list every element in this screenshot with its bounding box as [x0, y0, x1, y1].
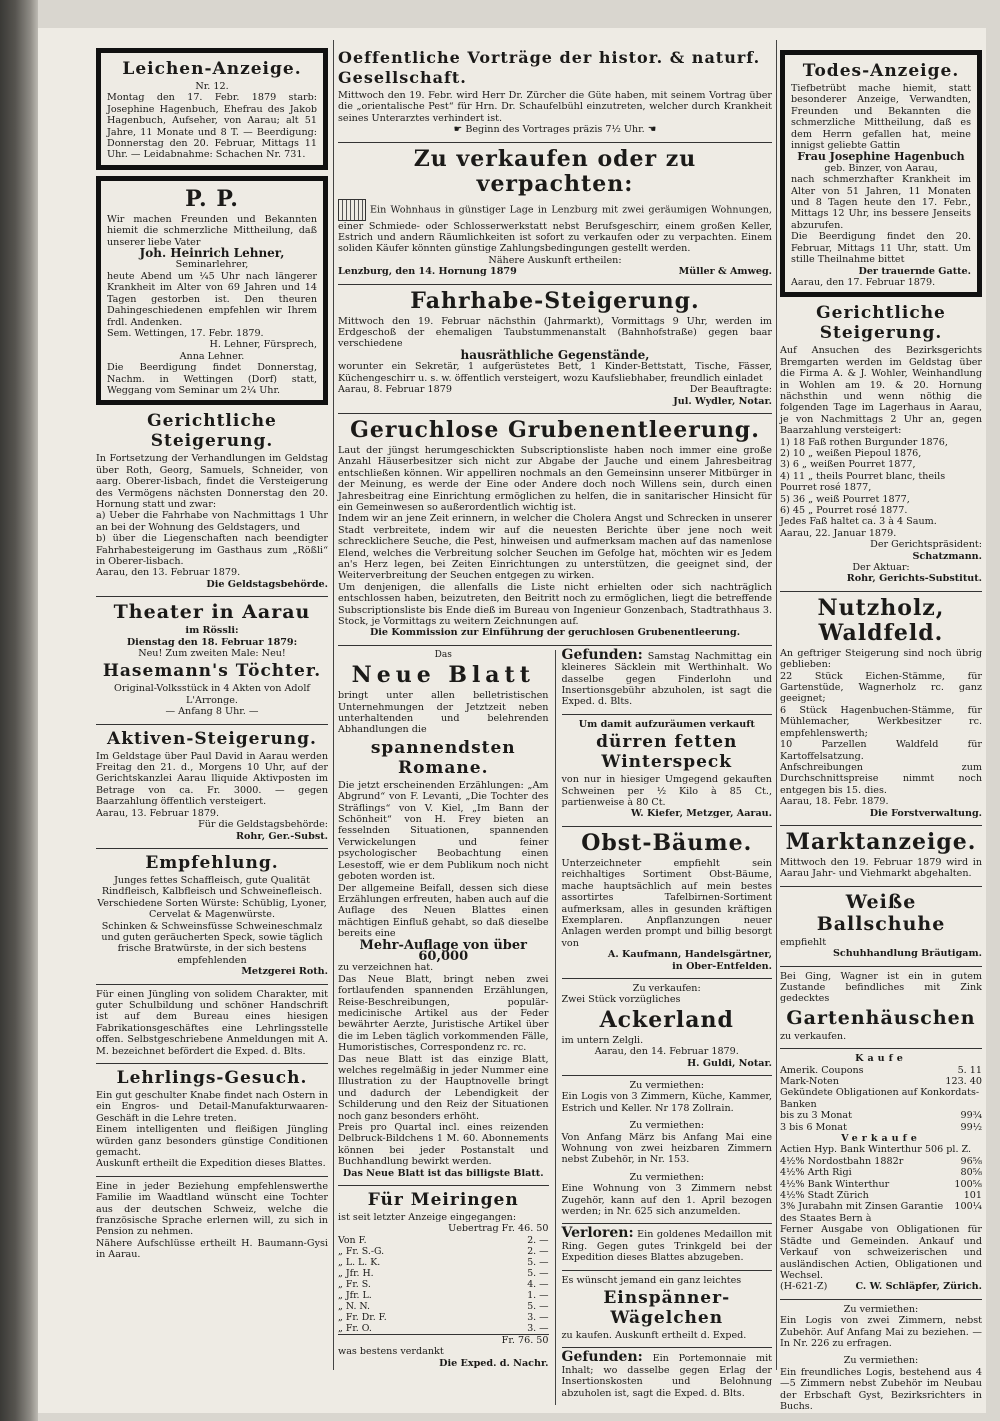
- divider: [780, 1299, 982, 1300]
- rate-value: 99¾: [960, 1110, 982, 1122]
- ad-text: Die Beerdigung findet den 20. Februar, Mittags 11 Uhr, statt. Um stille Theilnahme bittet: [791, 231, 971, 266]
- ad-aktiven-steigerung: [96, 729, 328, 842]
- ad-info: Nähere Auskunft ertheilen:: [488, 254, 622, 266]
- ad-slogan: Das Neue Blatt ist das billigste Blatt.: [342, 1167, 544, 1179]
- table-row: [338, 1246, 549, 1257]
- ad-text: Jedes Faß haltet ca. 3 à 4 Saum.: [780, 516, 937, 528]
- ad-sign: C. W. Schläpfer, Zürich.: [855, 1281, 982, 1293]
- rate-name: 4½% Nordostbahn 1882r: [780, 1155, 904, 1167]
- ad-empfehlung: [96, 853, 328, 978]
- ad-text: Einem intelligenten und fleißigen Jüngling würden ganz besonders günstige Conditionen gemacht.: [96, 1124, 328, 1159]
- donor: „ Fr. Dr. F.: [338, 1311, 387, 1323]
- ad-fahrhabe-steigerung: [338, 289, 772, 407]
- list-item: 3) 6 „ weißen Pourret 1877,: [780, 459, 916, 471]
- uebertrag-label: Uebertrag Fr.: [448, 1223, 515, 1235]
- ad-sign: Anna Lehner.: [179, 350, 245, 362]
- ad-head: Zu vermiethen:: [629, 1079, 705, 1091]
- ad-intro: Um damit aufzuräumen verkauft: [578, 718, 755, 730]
- ad-line: Dienstag den 18. Februar 1879:: [126, 636, 298, 648]
- divider: [780, 886, 982, 887]
- ad-text: An geftriger Steigerung sind noch übrig geblieben:: [780, 647, 982, 671]
- table-row: [780, 1167, 982, 1178]
- column-left: [96, 48, 328, 1267]
- ad-sign: Jul. Wydler, Notar.: [673, 395, 772, 407]
- ad-title: Nutzholz, Waldfeld.: [817, 594, 945, 646]
- ad-pp: [96, 176, 328, 406]
- ad-head: Zu vermiethen:: [629, 1120, 705, 1132]
- ad-sign: H. Guldi, Notar.: [687, 1057, 772, 1069]
- ad-leichen-anzeige: [96, 48, 328, 170]
- table-row: [338, 1235, 549, 1246]
- ad-title: Ackerland: [599, 1006, 734, 1033]
- ad-sign: Schuhhandlung Bräutigam.: [832, 948, 982, 960]
- ad-title: Aktiven-Steigerung.: [107, 728, 317, 749]
- ad-verkaufe: Verkaufe: [841, 1133, 921, 1145]
- rate-name: Actien Hyp. Bank Winterthur 506 pl. Z.: [780, 1144, 972, 1156]
- table-row: [780, 1110, 982, 1121]
- ad-kaufe: Kaufe: [855, 1053, 907, 1065]
- divider: [780, 825, 982, 826]
- ad-zu-verkaufen: [338, 147, 772, 278]
- divider: [780, 966, 982, 967]
- amount: 5. —: [527, 1256, 549, 1268]
- ad-title: Lehrlings-Gesuch.: [116, 1068, 308, 1088]
- rate-name: 3 bis 6 Monat: [780, 1121, 847, 1133]
- ad-obst-baeume: [562, 831, 773, 972]
- ad-text: Preis pro Quartal incl. eines reizenden Delbruck-Bildchens 1 M. 60. Abonnements können bei jeder Postanstalt und Buchhandlung bewirkt werden.: [338, 1122, 549, 1168]
- column-rule: [333, 40, 334, 1370]
- ad-title: Fahrhabe-Steigerung.: [410, 287, 700, 314]
- donor: „ Fr. S.: [338, 1278, 371, 1290]
- ad-item: a) Ueber die Fahrhabe von Nachmittags 1 Uhr an bei der Wohnung des Geldstagers, und: [96, 510, 328, 533]
- ad-text: Zwei Stück vorzügliches: [561, 994, 681, 1006]
- ad-gefunden-portemonnaie: [561, 1349, 773, 1399]
- amount: 3. —: [527, 1322, 549, 1334]
- ad-sign: Müller & Amweg.: [678, 266, 772, 278]
- divider: [96, 596, 328, 597]
- ad-text: Die Beerdigung findet Donnerstag, Nachm. in Wettingen (Dorf) statt, Weggang vom Seminar um 2¼ Uhr.: [107, 362, 317, 396]
- table-row: [780, 1156, 982, 1167]
- ad-vermieten: [562, 1172, 773, 1218]
- ad-text: Samstag Nachmittag ein kleineres Säcklein mit Werthinhalt. Wo dasselbe gegen Finderlohn und Insertionsgebühr abzuholen, ist sagt die Exped. d. Blts.: [561, 650, 772, 708]
- table-row: [780, 1122, 982, 1133]
- ad-name: Joh. Heinrich Lehner,: [139, 246, 285, 261]
- ad-text: Bei Ging, Wagner ist ein in gutem Zustande befindliches mit Zink gedecktes: [780, 970, 982, 1005]
- ad-text: Montag den 17. Febr. 1879 starb: Josephine Hagenbuch, Ehefrau des Jakob Hagenbuch, Aufseher, von Aarau; alt 51 Jahre, 11 Monate und 8 T. — Beerdigung: Donnerstag den 20. Februar, Mittags 11 Uhr. — Leidabnahme: Schachen Nr. 731.: [107, 92, 317, 161]
- ad-text: Ein Wohnhaus in günstiger Lage in Lenzburg mit zwei geräumigen Wohnungen, einer Schmiede- oder Schlosserwerkstatt nebst Berufsgeschirr, einem großen Keller, Estrich und andern Räumlichkeiten ist sofort zu verkaufen oder zu verpachten. Einem soliden Käufer könnten günstige Zahlungsbedingungen gestellt werden.: [338, 204, 772, 255]
- rate-value: 99½: [960, 1121, 982, 1133]
- list-item: 22 Stück Eichen-Stämme, für Gartenstüde, Wagnerholz rc. ganz geeignet;: [780, 670, 982, 705]
- ad-text: bringt unter allen belletristischen Unternehmungen der Jetztzeit neben unterhaltenden und belehrenden Abhandlungen die: [338, 690, 549, 736]
- ad-text: Ein Portemonnaie mit Inhalt; wo dasselbe gegen Erlag der Insertionskosten und Belohnung abzuholen ist, sagt die Exped. d. Blts.: [561, 1353, 772, 1399]
- table-row: [338, 1268, 549, 1279]
- ad-todes-anzeige: [780, 50, 982, 297]
- ad-head: Zu vermiethen:: [843, 1355, 919, 1367]
- ad-kurse: [780, 1053, 982, 1293]
- ad-text: ist seit letzter Anzeige eingegangen:: [338, 1212, 517, 1224]
- table-row: [780, 1201, 982, 1224]
- ad-sign: Rohr, Ger.-Subst.: [236, 830, 328, 842]
- ad-romane: spannendsten Romane.: [370, 737, 516, 778]
- ad-title: Obst-Bäume.: [581, 829, 753, 856]
- list-item: 6 Stück Hagenbuchen-Stämme, für Mühlemacher, Werkbesitzer rc. empfehlenswerth;: [780, 704, 982, 739]
- amount: 5. —: [527, 1300, 549, 1312]
- ad-text: Mittwoch den 19. Febr. wird Herr Dr. Zürcher die Güte haben, mit seinem Vortrag über die „orientalische Pest“ für Hrn. Dr. Schaufelbühl einzutreten, welcher durch Krankheit seines Unterarztes verhindert ist.: [338, 90, 772, 124]
- ad-neue-blatt: [338, 650, 549, 1179]
- ad-title: Verloren:: [561, 1225, 634, 1242]
- ad-text: zu verkaufen.: [780, 1030, 847, 1042]
- list-item: 4) 11 „ theils Pourret blanc, theils Pourret rosé 1877,: [780, 470, 946, 494]
- rate-value: 100⅝: [954, 1178, 982, 1190]
- ad-sign: Die Exped. d. Nachr.: [439, 1357, 549, 1369]
- divider: [780, 1048, 982, 1049]
- rate-name: 3% Jurabahn mit Zinsen Garantie des Staates Bern à: [780, 1201, 944, 1224]
- ad-text: Mittwoch den 19. Februar 1879 wird in Aarau Jahr- und Viehmarkt abgehalten.: [780, 856, 982, 880]
- ad-text: zu kaufen. Auskunft ertheilt d. Exped.: [561, 1330, 747, 1342]
- column-rule: [555, 650, 556, 1405]
- ad-gerichtliche-steigerung: [780, 303, 982, 585]
- ad-text: Das Neue Blatt, bringt neben zwei fortlaufenden spannenden Erzählungen, Reise-Beschreibungen, populär-medicinische Artikel aus der Feder bewährter Aerzte, Juristische Artikel über die im Leben täglich vorkommenden Fälle, Humoristisches, Correspondenz rc. rc.: [338, 973, 549, 1054]
- ad-by: Der Gerichtspräsident:: [870, 539, 982, 551]
- ad-title: Geruchlose Grubenentleerung.: [350, 416, 760, 443]
- ad-sign: Metzgerei Roth.: [241, 966, 328, 978]
- ad-line: Neu! Zum zweiten Male: Neu!: [138, 648, 286, 660]
- ad-by: Für die Geldstagsbehörde:: [198, 819, 328, 831]
- ad-nutzholz: [780, 596, 982, 819]
- divider: [562, 1270, 773, 1271]
- list-item: 10 Parzellen Waldfeld für Kartoffelsatzung.: [780, 739, 982, 762]
- divider: [338, 1185, 549, 1186]
- ad-text: Um denjenigen, die allenfalls die Liste nicht erhielten oder sich nachträglich entschlossen haben, beizutreten, den Beitritt noch zu ermöglichen, liegt die betreffende Subscriptionsliste bis Ende dieß im Bureau von Ingenieur Gonzenbach, Stadtrathhaus 3. Stock, je Vormittags zu weitern Zeichnungen auf.: [338, 581, 772, 627]
- total-label: Fr.: [501, 1334, 515, 1346]
- middle-left: [338, 650, 549, 1405]
- ad-text: Eine Wohnung von 3 Zimmern nebst Zugehör, kann auf den 1. April bezogen werden; in Nr. 625 sich anzumelden.: [561, 1183, 772, 1218]
- middle-right: [561, 646, 773, 1405]
- ad-winterspeck: [562, 719, 773, 820]
- ad-title: Gefunden:: [561, 646, 643, 663]
- ad-text: In Fortsetzung der Verhandlungen im Geldstag über Roth, Georg, Samuels, Schneider, von aarg. Oberer-lisbach, findet die Versteigerung des Vermögens nächsten Donnerstag den 20. Hornung statt und zwar:: [96, 453, 328, 510]
- ad-date: Aarau, 8. Februar 1879: [338, 384, 452, 396]
- ad-start: — Anfang 8 Uhr. —: [165, 706, 259, 718]
- ad-title: Neue Blatt: [351, 662, 535, 689]
- amount: 2. —: [527, 1245, 549, 1257]
- column-middle: [338, 46, 772, 1405]
- ad-title: Weiße Ballschuhe: [816, 890, 946, 935]
- ad-title: dürren fetten Winterspeck: [596, 732, 738, 773]
- amount: 2. —: [527, 1234, 549, 1246]
- ad-title: Theater in Aarau: [113, 601, 311, 624]
- ad-sign: Die Geldstagsbehörde.: [206, 578, 328, 590]
- ad-text: Ein goldenes Medaillon mit Ring. Gegen gutes Trinkgeld bei der Expedition dieses Blattes abzugeben.: [561, 1229, 772, 1264]
- ad-text: Im Geldstage über Paul David in Aarau werden Freitag den 21. d., Morgens 10 Uhr, auf der Gerichtskanzlei Aarau lliquide Aktivposten im Betrage von ca. Fr. 3000. — gegen Baarzahlung öffentlich versteigert.: [96, 750, 328, 808]
- ad-title: Oeffentliche Vorträge der histor. & naturf. Gesellschaft.: [338, 48, 761, 87]
- ad-title: Todes-Anzeige.: [802, 61, 960, 81]
- ad-born: geb. Binzer, von Aarau,: [824, 162, 938, 174]
- ad-place: Lenzburg, den 14. Hornung 1879: [338, 266, 517, 278]
- ad-place: im untern Zelgli.: [561, 1034, 644, 1046]
- ad-text: Ein freundliches Logis, bestehend aus 4—5 Zimmern nebst Zubehör im Neubau der Erbschaft Gyst, Bezirksrichters in Buchs.: [780, 1366, 982, 1412]
- ad-text: Unterzeichneter empfiehlt sein reichhaltiges Sortiment Obst-Bäume, mache hauptsächlich auf mein bestes assortirtes Tafelbirnen-Sortiment aufmerksam, alles in gesunden kräftigen Exemplaren. Anpflanzungen neuer Anlagen werden prompt und billig besorgt von: [561, 857, 772, 949]
- ad-text: Junges fettes Schaffleisch, gute Qualität Rindfleisch, Kalbfleisch und Schweinefleisch.: [101, 874, 323, 898]
- rate-name: Amerik. Coupons: [780, 1064, 864, 1076]
- table-row: [338, 1301, 549, 1312]
- binding-fold: [0, 0, 38, 1421]
- ad-text: nach schmerzhafter Krankheit im Alter von 51 Jahren, 11 Monaten und 8 Tagen heute den 17. Febr., Mittags 12 Uhr, ins bessere Jenseits abzurufen.: [791, 174, 971, 231]
- ad-goods: hausräthliche Gegenstände,: [460, 347, 650, 362]
- ad-vermieten: [562, 1080, 773, 1114]
- ad-title: Gefunden:: [561, 1349, 643, 1366]
- ad-desc: Original-Volksstück in 4 Akten von Adolf L'Arronge.: [114, 683, 310, 706]
- ad-lehrlings-gesuch: [96, 1068, 328, 1170]
- ad-sign: H. Lehner, Fürsprech,: [209, 339, 317, 351]
- table-row: [338, 1290, 549, 1301]
- house-icon: [338, 199, 366, 221]
- ad-sign: A. Kaufmann, Handelsgärtner,: [607, 949, 772, 961]
- divider: [338, 645, 772, 646]
- list-item: 5) 36 „ weiß Pourret 1877,: [780, 493, 910, 505]
- ad-text: Von Anfang März bis Anfang Mai eine Wohnung von zwei heizbaren Zimmern nebst Zubehör, in Nr. 153.: [561, 1131, 772, 1166]
- ad-by: Der Beauftragte:: [689, 384, 772, 396]
- divider: [562, 1075, 773, 1076]
- rate-value: 80⅝: [960, 1167, 982, 1179]
- rate-name: 4½% Bank Winterthur: [780, 1178, 890, 1190]
- ad-ackerland: [562, 983, 773, 1069]
- table-row: [780, 1179, 982, 1190]
- divider: [562, 714, 773, 715]
- ad-familie: [96, 1181, 328, 1261]
- ad-text: Anfschreibungen zum Durchschnittspreise nimmt noch entgegen bis 15. dies.: [780, 761, 982, 796]
- ad-sign: W. Kiefer, Metzger, Aarau.: [630, 808, 772, 820]
- ad-title: Gartenhäuschen: [786, 1006, 976, 1029]
- ad-text: Ein gut geschulter Knabe findet nach Ostern in ein Engros- und Detail-Manufakturwaaren-Geschäft in die Lehre treten.: [96, 1090, 328, 1124]
- amount: 1. —: [527, 1289, 549, 1301]
- ad-title: P. P.: [185, 185, 239, 212]
- rate-value: 101: [963, 1190, 982, 1202]
- divider: [338, 413, 772, 414]
- ad-title: Für Meiringen: [367, 1190, 519, 1211]
- ad-meiringen: [338, 1190, 549, 1369]
- ad-head: Zu verkaufen:: [632, 982, 701, 994]
- donor: „ L. L. K.: [338, 1256, 381, 1268]
- ad-text: Auf Ansuchen des Bezirksgerichts Bremgarten werden im Geldstag über die Firma A. & J. Wohler, Weinhandlung in Wohlen am 19. & 20. Hornung nächsthin und wenn nöthig die folgenden Tage im Lagerhaus in Aarau, je von Nachmittags 2 Uhr an, gegen Baarzahlung versteigert:: [780, 345, 982, 437]
- ad-text: Wir machen Freunden und Bekannten hiemit die schmerzliche Mittheilung, daß unserer liebe Vater: [107, 213, 317, 248]
- divider: [338, 142, 772, 143]
- divider: [96, 724, 328, 725]
- ad-sign: Schatzmann.: [912, 550, 982, 562]
- ad-text: Gekündete Obligationen auf Konkordats-Banken: [780, 1087, 980, 1110]
- divider: [562, 1347, 773, 1348]
- divider: [96, 848, 328, 849]
- uebertrag-amount: 46. 50: [517, 1223, 549, 1235]
- ad-text: Verschiedene Sorten Würste: Schüblig, Lyoner, Cervelat & Magenwürste.: [97, 897, 327, 921]
- rate-value: 123. 40: [945, 1076, 982, 1087]
- ad-text: Nähere Aufschlüsse ertheilt H. Baumann-Gysi in Aarau.: [96, 1237, 328, 1261]
- ad-by: Der Aktuar:: [852, 562, 910, 574]
- ad-role: Seminarlehrer,: [175, 259, 249, 271]
- table-row: [780, 1190, 982, 1201]
- ad-date: Aarau, den 14. Februar 1879.: [594, 1046, 739, 1058]
- ad-vermieten: [780, 1304, 982, 1350]
- ad-text: Die jetzt erscheinenden Erzählungen: „Am Abgrund“ von F. Levanti, „Die Tochter des Sträflings“ von V. Kiel, „Im Bann der Schönheit“ von H. Frey bieten an fesselnden Situationen, spannenden Verwickelungen und feiner psychologischer Beobachtung einen Lesestoff, wie er dem Publikum noch nicht geboten worden ist.: [338, 779, 549, 883]
- ad-title: Marktanzeige.: [785, 828, 977, 855]
- ad-title: Leichen-Anzeige.: [122, 59, 302, 79]
- ad-text: Auskunft ertheilt die Expedition dieses Blattes.: [96, 1158, 326, 1170]
- rate-name: 4½% Stadt Zürich: [780, 1190, 869, 1202]
- ad-place: Sem. Wettingen, 17. Febr. 1879.: [107, 327, 264, 339]
- ad-text: heute Abend um ¼5 Uhr nach längerer Krankheit im Alter von 69 Jahren und 14 Tagen gestorben ist. Den theuren Dahingeschiedenen empfehlen wir Ihrem frdl. Andenken.: [107, 270, 317, 328]
- divider: [96, 1063, 328, 1064]
- column-right: [780, 50, 982, 1418]
- ad-vermieten: [780, 1355, 982, 1412]
- table-row: [780, 1065, 982, 1076]
- ad-vermieten: [562, 1120, 773, 1166]
- ad-name: Frau Josephine Hagenbuch: [797, 150, 965, 164]
- amount: 4. —: [527, 1278, 549, 1290]
- rate-value: 96⅝: [960, 1155, 982, 1167]
- amount: 5. —: [527, 1267, 549, 1279]
- ad-sign: Der trauernde Gatte.: [858, 265, 971, 277]
- divider: [562, 826, 773, 827]
- ad-text: zu verzeichnen hat.: [338, 962, 434, 974]
- divider: [96, 984, 328, 985]
- ad-date: Aarau, 13. Februar 1879.: [96, 807, 220, 819]
- middle-split: [338, 646, 772, 1405]
- table-row: [338, 1257, 549, 1268]
- donor: „ Fr. O.: [338, 1322, 372, 1334]
- divider: [562, 978, 773, 979]
- ad-text: Eine in jeder Beziehung empfehlenswerthe Familie im Waadtland wünscht eine Tochter aus der deutschen Schweiz, welche die französische Sprache erlernen will, zu sich in Pension zu nehmen.: [96, 1180, 328, 1238]
- ad-text: von nur in hiesiger Umgegend gekauften Schweinen per ½ Kilo à 85 Ct., partienweise à 80 Ct.: [561, 774, 772, 809]
- table-row: [338, 1279, 549, 1290]
- donation-table: [338, 1235, 549, 1334]
- ad-vortraege: [338, 48, 772, 136]
- ad-head: Zu vermiethen:: [629, 1171, 705, 1183]
- rate-value: 100¼: [954, 1201, 982, 1213]
- ad-text: Tiefbetrübt mache hiemit, statt besonderer Anzeige, Verwandten, Freunden und Bekannten die schmerzliche Mittheilung, daß es dem Herrn gefallen hat, meine innigst geliebte Gattin: [791, 83, 971, 152]
- ad-title: Gerichtliche Steigerung.: [816, 303, 946, 344]
- divider: [338, 284, 772, 285]
- ad-date: Aarau, 22. Januar 1879.: [780, 527, 897, 539]
- ad-head: Zu vermiethen:: [843, 1303, 919, 1315]
- ad-start: ☛ Beginn des Vortrages präzis 7½ Uhr. ☚: [453, 124, 657, 136]
- ad-date: Aarau, den 13. Februar 1879.: [96, 567, 241, 579]
- ad-date: Aarau, den 17. Februar 1879.: [791, 276, 936, 288]
- rate-name: 4½% Arth Rigi: [780, 1167, 852, 1179]
- ad-gefunden: [561, 646, 773, 708]
- ad-text: Laut der jüngst herumgeschickten Subscriptionsliste haben noch immer eine große Anzahl Häuserbesitzer sich nicht zur Abgabe der Jauche und einem Jahresbeitrag entschließen können. Wir appelliren nochmals an den Gemeinsinn unserer Mitbürger in der Meinung, es werde der Eine oder Andere doch noch Willens sein, durch einen Jahresbeitrag eine Einrichtung ermöglichen zu helfen, die in sanitarischer Hinsicht für ein Gemeinwesen so außerordentlich wichtig ist.: [338, 444, 772, 513]
- ad-sign: Die Kommission zur Einführung der geruchlosen Grubenentleerung.: [369, 627, 741, 639]
- ad-auflage: Mehr-Auflage von über 60,000: [359, 937, 528, 964]
- rate-name: bis zu 3 Monat: [780, 1110, 852, 1122]
- table-row: [338, 1323, 549, 1334]
- ad-text: Indem wir an jene Zeit erinnern, in welcher die Cholera Angst und Schrecken in unserer Stadt verbreitete, indem wir auf die neuesten Berichte über jene noch weit schrecklichere Seuche, die Pest, hinweisen und aufmerksam machen auf das namenlose Elend, welches die Verbreitung solcher Seuchen im Gefolge hat, möchten wir es Jedem an's Herz legen, bei Zeiten Einrichtungen zu unterstützen, die geeignet sind, der Weiterverbreitung der Seuchen entgegen zu wirken.: [338, 513, 772, 582]
- table-row: [780, 1076, 982, 1087]
- ad-text: Schinken & Schweinsfüsse Schweineschmalz und guten geräucherten Speck, sowie täglich frische Bratwürste, in der sich bestens empfehlenden: [101, 920, 323, 966]
- rate-value: 5. 11: [957, 1064, 982, 1076]
- ad-juengling: [96, 989, 328, 1057]
- ad-ballschuhe: [780, 891, 982, 960]
- ad-text: Ein Logis von 3 Zimmern, Küche, Kammer, Estrich und Keller. Nr 178 Zollrain.: [561, 1091, 772, 1114]
- ad-waegelchen: [562, 1275, 773, 1342]
- ad-gerichtliche-steigerung: [96, 411, 328, 590]
- ad-sign: in Ober-Entfelden.: [672, 960, 772, 972]
- ad-text: Mittwoch den 19. Februar nächsthin (Jahrmarkt), Vormittags 9 Uhr, werden im Erdgeschoß der ehemaligen Taubstummenanstalt (Bahnhofstraße) gegen baar verschiedene: [338, 315, 772, 350]
- ad-text: worunter ein Sekretär, 1 aufgerüstetes Bett, 1 Kinder-Bettstatt, Tische, Fässer, Küchengeschirr u. s. w. öffentlich versteigert, wozu Kaufsliebhaber, freundlich einladet: [338, 361, 772, 384]
- ad-text: Der allgemeine Beifall, dessen sich diese Erzählungen erfreuten, haben auch auf die Auflage des Neuen Blattes einen mächtigen Einfluß gehabt, so daß dieselbe bereits eine: [338, 882, 549, 940]
- donor: „ Jfr. L.: [338, 1289, 372, 1301]
- table-row: [338, 1312, 549, 1323]
- ad-text: Für einen Jüngling von solidem Charakter, mit guter Schulbildung und schöner Handschrift ist auf dem Bureau eines hiesigen Fabrikationsgeschäftes eine Lehrlingsstelle offen. Selbstgeschriebene Anmeldungen mit A. M. bezeichnet befördert die Exped. d. Blts.: [96, 988, 328, 1057]
- amount: 3. —: [527, 1311, 549, 1323]
- table-row: [780, 1144, 982, 1155]
- total-amount: 76. 50: [517, 1334, 549, 1346]
- ad-number: Nr. 12.: [195, 81, 229, 92]
- divider: [96, 1176, 328, 1177]
- ad-play: Hasemann's Töchter.: [102, 661, 322, 682]
- divider: [562, 1223, 773, 1224]
- donor: „ Fr. S.-G.: [338, 1245, 385, 1257]
- list-item: 2) 10 „ weißen Piepoul 1876,: [780, 447, 922, 459]
- ad-title: Empfehlung.: [145, 852, 279, 873]
- divider: [780, 591, 982, 592]
- rate-name: Mark-Noten: [780, 1076, 839, 1087]
- ad-code: (H-621-Z): [780, 1281, 828, 1293]
- ad-item: b) über die Liegenschaften nach beendigter Fahrhabesteigerung im Gasthaus zum „Rößli“ in Oberer-lisbach.: [96, 533, 328, 567]
- ad-text: Ein Logis von zwei Zimmern, nebst Zubehör. Auf Anfang Mai zu beziehen. — In Nr. 226 zu erfragen.: [780, 1315, 982, 1349]
- list-item: 1) 18 Faß rothen Burgunder 1876,: [780, 436, 948, 448]
- ad-marktanzeige: [780, 830, 982, 880]
- ad-theater: [96, 601, 328, 717]
- ad-text: empfiehlt: [780, 936, 827, 948]
- donor: Von F.: [338, 1234, 367, 1246]
- ad-date: Aarau, 18. Febr. 1879.: [780, 796, 889, 808]
- ad-text: was bestens verdankt: [338, 1346, 444, 1358]
- ad-sign: Rohr, Gerichts-Substitut.: [846, 573, 982, 585]
- column-rule: [776, 40, 777, 1370]
- ad-verloren: [561, 1225, 773, 1264]
- donor: „ N. N.: [338, 1300, 370, 1312]
- ad-text: Ferner Ausgabe von Obligationen für Städte und Gemeinden. Ankauf und Verkauf von schweizerischen und ausländischen Actien, Obligationen und Wechsel.: [780, 1224, 982, 1281]
- ad-geruchlose-grubenentleerung: [338, 418, 772, 639]
- ad-text: Das neue Blatt ist das einzige Blatt, welches regelmäßig in jeder Nummer eine Illustration zu der Hauptnovelle bringt und dadurch der Lebendigkeit der Schilderung und den Reiz der Situationen noch ganz besonders erhöht.: [338, 1053, 549, 1122]
- ad-title: Einspänner-Wägelchen: [603, 1288, 731, 1329]
- ad-sign: Die Forstverwaltung.: [869, 807, 982, 819]
- ad-intro: Es wünscht jemand ein ganz leichtes: [561, 1274, 742, 1286]
- ad-gartenhaeuschen: [780, 971, 982, 1043]
- ad-sub: im Rössli:: [185, 625, 239, 637]
- ad-title: Gerichtliche Steigerung.: [147, 411, 277, 452]
- ad-das: Das: [434, 649, 452, 660]
- donor: „ Jfr. H.: [338, 1267, 374, 1279]
- ad-title: Zu verkaufen oder zu verpachten:: [413, 145, 697, 197]
- list-item: 6) 45 „ Pourret rosé 1877.: [780, 505, 908, 516]
